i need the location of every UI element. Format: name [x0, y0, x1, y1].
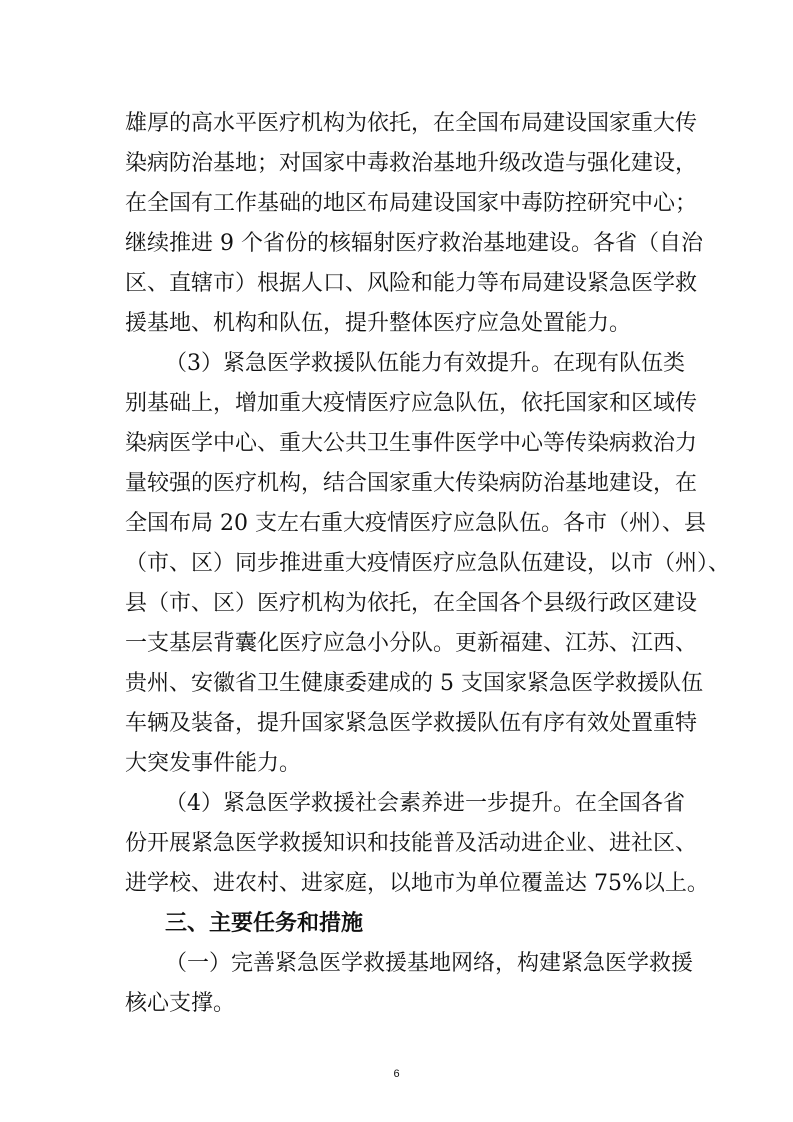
- paragraph-line: 染病医学中心、重大公共卫生事件医学中心等传染病救治力: [125, 431, 698, 456]
- paragraph-line: （3）紧急医学救援队伍能力有效提升。在现有队伍类: [165, 351, 685, 376]
- paragraph-line: （市、区）同步推进重大疫情医疗应急队伍建设，以市（州）、: [125, 551, 731, 576]
- paragraph-line: 份开展紧急医学救援知识和技能普及活动进企业、进社区、: [125, 831, 698, 856]
- paragraph-line: 继续推进 9 个省份的核辐射医疗救治基地建设。各省（自治: [125, 231, 703, 256]
- paragraph-line: 区、直辖市）根据人口、风险和能力等布局建设紧急医学救: [125, 271, 698, 296]
- paragraph-line: 在全国有工作基础的地区布局建设国家中毒防控研究中心；: [125, 191, 698, 216]
- paragraph-line: 一支基层背囊化医疗应急小分队。更新福建、江苏、江西、: [125, 631, 698, 656]
- subsection-heading-line: （一）完善紧急医学救援基地网络，构建紧急医学救援: [165, 951, 694, 976]
- paragraph-line: 别基础上，增加重大疫情医疗应急队伍，依托国家和区域传: [125, 391, 698, 416]
- paragraph-line: 援基地、机构和队伍，提升整体医疗应急处置能力。: [125, 311, 632, 336]
- paragraph-line: 染病防治基地；对国家中毒救治基地升级改造与强化建设，: [125, 151, 698, 176]
- page-number: 6: [393, 1068, 400, 1080]
- subsection-heading-line: 核心支撑。: [125, 991, 236, 1016]
- section-heading: 三、主要任务和措施: [165, 911, 364, 936]
- paragraph-line: 车辆及装备，提升国家紧急医学救援队伍有序有效处置重特: [125, 711, 698, 736]
- paragraph-line: 雄厚的高水平医疗机构为依托，在全国布局建设国家重大传: [125, 111, 698, 136]
- paragraph-line: 大突发事件能力。: [125, 751, 302, 776]
- paragraph-line: （4）紧急医学救援社会素养进一步提升。在全国各省: [165, 791, 685, 816]
- paragraph-line: 量较强的医疗机构，结合国家重大传染病防治基地建设，在: [125, 471, 698, 496]
- paragraph-line: 全国布局 20 支左右重大疫情医疗应急队伍。各市（州）、县: [125, 511, 706, 536]
- paragraph-line: 贵州、安徽省卫生健康委建成的 5 支国家紧急医学救援队伍: [125, 671, 703, 696]
- paragraph-line: 县（市、区）医疗机构为依托，在全国各个县级行政区建设: [125, 591, 698, 616]
- paragraph-line: 进学校、进农村、进家庭，以地市为单位覆盖达 75%以上。: [125, 871, 709, 896]
